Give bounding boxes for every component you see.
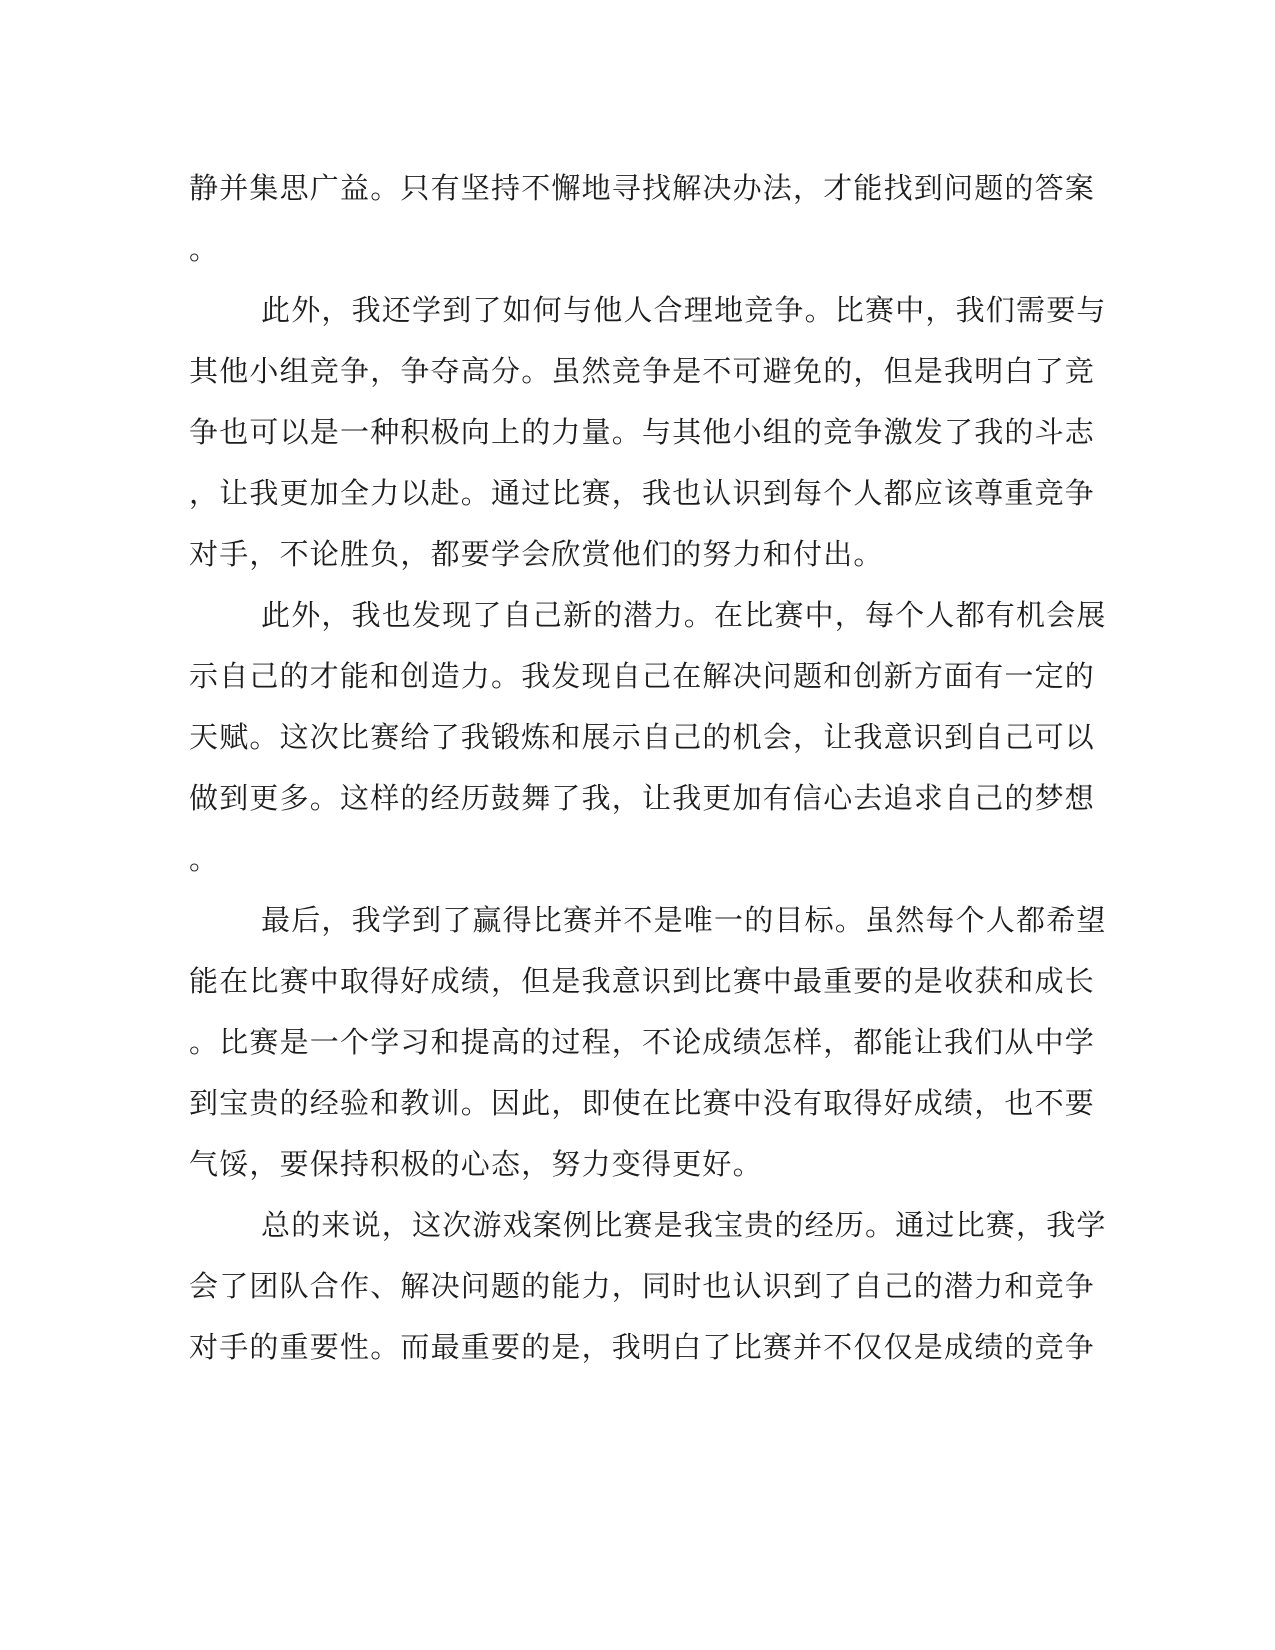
text-line: 天赋。这次比赛给了我锻炼和展示自己的机会，让我意识到自己可以 (189, 720, 1096, 754)
paragraph-start-line: 最后，我学到了赢得比赛并不是唯一的目标。虽然每个人都希望 (261, 903, 1107, 937)
paragraph-start-line: 此外，我也发现了自己新的潜力。在比赛中，每个人都有机会展 (261, 598, 1107, 632)
text-line: 会了团队合作、解决问题的能力，同时也认识到了自己的潜力和竞争 (189, 1269, 1096, 1303)
text-line: 到宝贵的经验和教训。因此，即使在比赛中没有取得好成绩，也不要 (189, 1086, 1096, 1120)
text-line: 对手的重要性。而最重要的是，我明白了比赛并不仅仅是成绩的竞争 (189, 1330, 1096, 1364)
text-line: 静并集思广益。只有坚持不懈地寻找解决办法，才能找到问题的答案 (189, 171, 1096, 205)
text-line: 争也可以是一种积极向上的力量。与其他小组的竞争激发了我的斗志 (189, 415, 1096, 449)
text-line: 。比赛是一个学习和提高的过程，不论成绩怎样，都能让我们从中学 (189, 1025, 1096, 1059)
document-body (189, 158, 1107, 1378)
text-line: 示自己的才能和创造力。我发现自己在解决问题和创新方面有一定的 (189, 659, 1096, 693)
text-line: 。 (189, 232, 220, 266)
text-line: 做到更多。这样的经历鼓舞了我，让我更加有信心去追求自己的梦想 (189, 781, 1096, 815)
text-line: 。 (189, 842, 220, 876)
text-line: 气馁，要保持积极的心态，努力变得更好。 (189, 1147, 763, 1181)
paragraph-start-line: 此外，我还学到了如何与他人合理地竞争。比赛中，我们需要与 (261, 293, 1107, 327)
text-line: 其他小组竞争，争夺高分。虽然竞争是不可避免的，但是我明白了竞 (189, 354, 1096, 388)
paragraph-start-line: 总的来说，这次游戏案例比赛是我宝贵的经历。通过比赛，我学 (261, 1208, 1107, 1242)
text-line: ，让我更加全力以赴。通过比赛，我也认识到每个人都应该尊重竞争 (189, 476, 1096, 510)
text-line: 能在比赛中取得好成绩，但是我意识到比赛中最重要的是收获和成长 (189, 964, 1096, 998)
text-line: 对手，不论胜负，都要学会欣赏他们的努力和付出。 (189, 537, 884, 571)
